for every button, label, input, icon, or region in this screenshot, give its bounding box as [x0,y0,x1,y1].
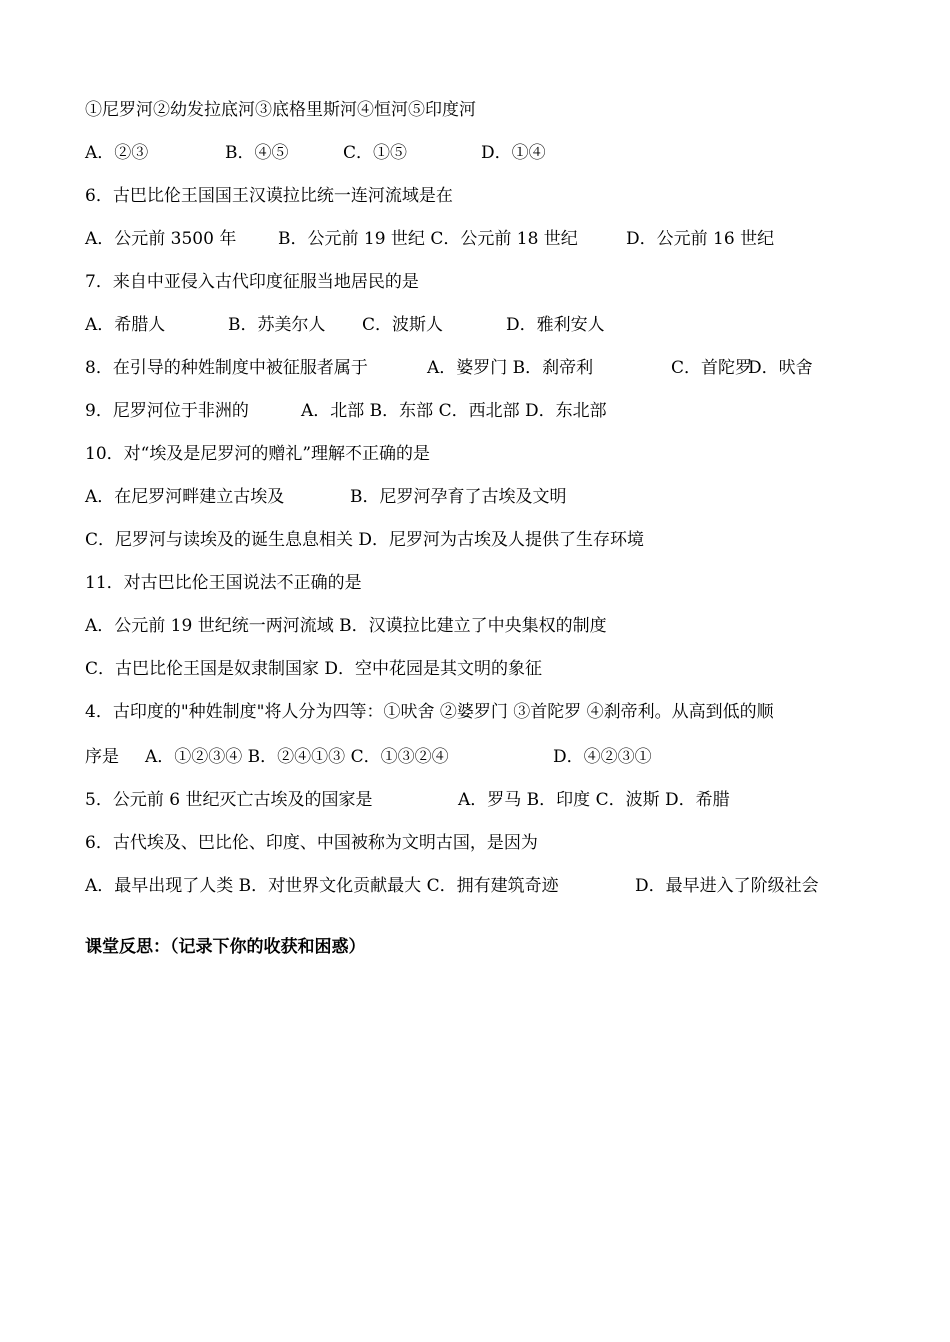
option-c: C．①⑤ [343,143,408,163]
question-text: 11．对古巴比伦王国说法不正确的是 [85,573,362,593]
q6-question [85,182,885,225]
question-text: 6．古巴比伦王国国王汉谟拉比统一连河流域是在 [85,186,453,206]
q4-question [85,698,885,743]
q10-options-ab [85,483,885,526]
option-b: B．苏美尔人 [228,315,326,335]
options-a-c: A．最早出现了人类 B．对世界文化贡献最大 C．拥有建筑奇迹 [85,876,559,896]
option-d: D．公元前 16 世纪 [626,229,775,249]
q6b-options [85,872,885,915]
option-d: D．最早进入了阶级社会 [635,876,819,896]
document-page [85,96,885,961]
line-text: ①尼罗河②幼发拉底河③底格里斯河④恒河⑤印度河 [85,100,476,120]
options-c-d: C．古巴比伦王国是奴隶制国家 D．空中花园是其文明的象征 [85,659,543,679]
options-a-c: A．①②③④ B．②④①③ C．①③②④ [145,747,449,767]
q9-question [85,397,885,440]
option-a: A．在尼罗河畔建立古埃及 [85,487,285,507]
q8-question [85,354,885,397]
option-a: A．公元前 3500 年 [85,229,237,249]
option-c: C．首陀罗 [671,358,753,378]
question-text: 4．古印度的"种姓制度"将人分为四等：①吠舍 ②婆罗门 ③首陀罗 ④刹帝利。从高到低的顺 [85,702,774,722]
q6-options [85,225,885,268]
options-a-b: A．婆罗门 B．刹帝利 [427,358,594,378]
option-d: D．④②③① [553,747,652,767]
q5b-question [85,786,885,829]
question-text: 7．来自中亚侵入古代印度征服当地居民的是 [85,272,419,292]
q10-options-cd [85,526,885,569]
q7-question [85,268,885,311]
question-text: 9．尼罗河位于非洲的 [85,401,249,421]
q5-options [85,139,885,182]
rivers-list [85,96,885,139]
option-a: A．②③ [85,143,149,163]
reflection-heading: 课堂反思：（记录下你的收获和困惑） [85,937,366,957]
options: A．罗马 B．印度 C．波斯 D．希腊 [458,790,730,810]
options-a-b: A．公元前 19 世纪统一两河流域 B．汉谟拉比建立了中央集权的制度 [85,616,607,636]
option-d: D．雅利安人 [506,315,605,335]
q11-options-ab [85,612,885,655]
q11-question [85,569,885,612]
option-b: B．④⑤ [225,143,289,163]
option-c: C．波斯人 [362,315,444,335]
question-text: 6．古代埃及、巴比伦、印度、中国被称为文明古国，是因为 [85,833,538,853]
options-c-d: C．尼罗河与读埃及的诞生息息相关 D．尼罗河为古埃及人提供了生存环境 [85,530,645,550]
option-b: B．尼罗河孕育了古埃及文明 [350,487,567,507]
question-text-end: 序是 [85,747,119,767]
q7-options [85,311,885,354]
option-d: D．①④ [481,143,546,163]
question-text: 5．公元前 6 世纪灭亡古埃及的国家是 [85,790,373,810]
q10-question [85,440,885,483]
option-b-c: B．公元前 19 世纪 C．公元前 18 世纪 [278,229,578,249]
q6b-question [85,829,885,872]
options: A．北部 B．东部 C．西北部 D．东北部 [301,401,607,421]
question-text: 8．在引导的种姓制度中被征服者属于 [85,358,368,378]
q11-options-cd [85,655,885,698]
option-d: D．吠舍 [748,358,813,378]
question-text: 10．对“埃及是尼罗河的赠礼”理解不正确的是 [85,444,431,464]
q4-options [85,743,885,786]
option-a: A．希腊人 [85,315,166,335]
